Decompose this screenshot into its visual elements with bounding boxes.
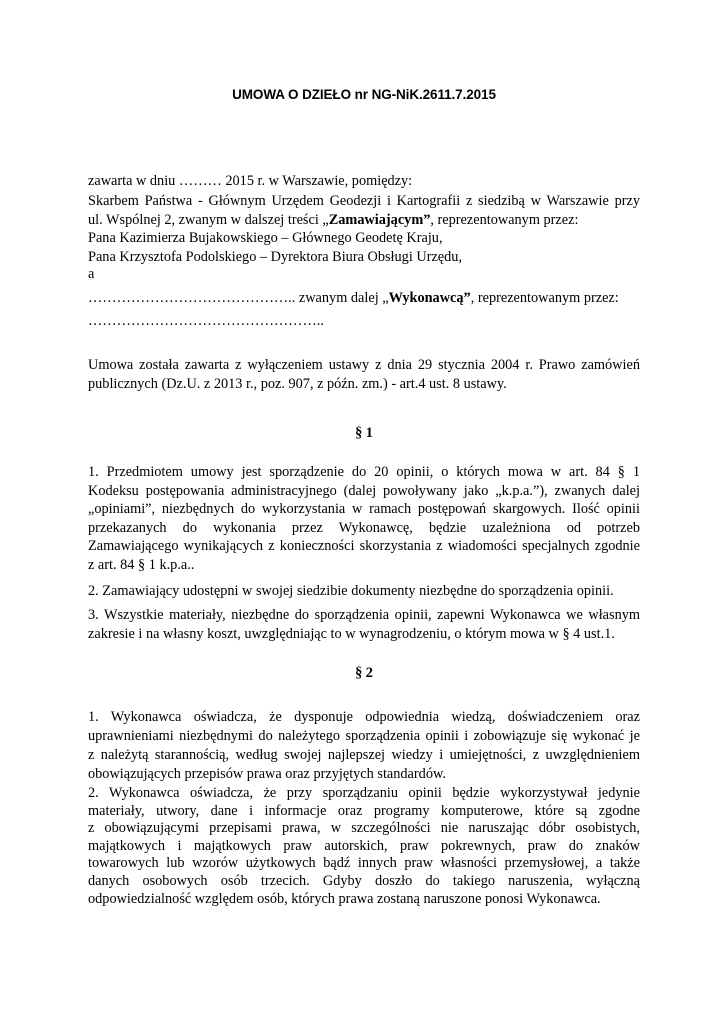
s1-p1-line-6: z art. 84 § 1 k.p.a.. (88, 556, 195, 573)
section-1-paragraph-2 (88, 582, 640, 601)
and-line (88, 265, 640, 284)
s1-p1-line-4: przekazanych do wykonania przez Wykonawcę, będzie uzależniona od potrzeb (88, 519, 640, 536)
s2-p1-line-4: obowiązujących przepisów prawa oraz przyjętych standardów. (88, 766, 446, 782)
s1-p1-line-2: Kodeksu postępowania administracyjnego (dalej powoływany jako „k.p.a.”), zwanych dalej (88, 482, 640, 499)
party1-line-4: Pana Krzysztofa Podolskiego – Dyrektora Biura Obsługi Urzędu, (88, 248, 463, 265)
party2-line-2: ………………………………………….. (88, 312, 324, 329)
exclusion-line-1: Umowa została zawarta z wyłączeniem ustawy z dnia 29 stycznia 2004 r. Prawo zamówień (88, 357, 640, 373)
exclusion-line-2: publicznych (Dz.U. z 2013 r., poz. 907, z późn. zm.) - art.4 ust. 8 ustawy. (88, 375, 507, 392)
and-word: a (88, 266, 95, 282)
party1-block (88, 192, 640, 266)
s1-p2-line-1: 2. Zamawiający udostępni w swojej siedzibie dokumenty niezbędne do sporządzenia opinii. (88, 583, 614, 599)
s1-p3-line-1: 3. Wszystkie materiały, niezbędne do sporządzenia opinii, zapewni Wykonawca we własnym (88, 607, 640, 623)
party2-line-1-pre: …………………………………….. zwanym dalej „ (88, 290, 389, 306)
intro-line (88, 172, 640, 191)
party1-line-2-post: , reprezentowanym przez: (430, 211, 579, 228)
s1-p1-line-3: „opiniami”, niezbędnych do wykorzystania w ramach postępowań skargowych. Ilość opinii (88, 501, 640, 518)
s1-p1-line-5: Zamawiającego wynikających z konieczności skorzystania z wiadomości specjalnych zgodnie (88, 538, 640, 555)
section-1-heading: § 1 (355, 425, 373, 441)
s2-p2-line-7: odpowiedzialność względem osób, których prawa zostaną naruszone ponosi Wykonawca. (88, 890, 601, 907)
s2-p1-line-2: uprawnieniami niezbędnymi do należytego sporządzenia opinii i zobowiązuje się wykonać je (88, 728, 640, 744)
party1-line-1: Skarbem Państwa - Głównym Urzędem Geodezji i Kartografii z siedzibą w Warszawie przy (88, 193, 640, 209)
s2-p2-line-2: materiały, utwory, dane i informacje oraz programy komputerowe, które są zgodne (88, 802, 640, 819)
section-1-paragraph-3 (88, 606, 640, 643)
s2-p1-line-1: 1. Wykonawca oświadcza, że dysponuje odpowiednia wiedzą, doświadczeniem oraz (88, 709, 640, 725)
party2-line-1 (88, 289, 640, 308)
party2-line-1-post: , reprezentowanym przez: (470, 290, 619, 306)
section-2-paragraph-2 (88, 785, 640, 908)
s2-p2-line-4: majątkowych i majątkowych praw autorskich, praw pokrewnych, praw do znaków (88, 837, 640, 854)
s2-p2-line-5: towarowych lub wzorów użytkowych bądź innych praw własności przemysłowej, a także (88, 855, 640, 872)
s2-p2-line-6: danych osobowych osób trzecich. Gdyby doszło do takiego naruszenia, wyłączną (88, 872, 640, 889)
document-title: UMOWA O DZIEŁO nr NG-NiK.2611.7.2015 (232, 87, 496, 102)
s1-p3-line-2: zakresie i na własny koszt, uwzględniając to w wynagrodzeniu, o którym mowa w § 4 ust.1. (88, 625, 615, 642)
wykonawca-term: Wykonawcą” (388, 290, 471, 306)
s1-p1-line-1: 1. Przedmiotem umowy jest sporządzenie do 20 opinii, o których mowa w art. 84 § 1 (88, 464, 640, 480)
party1-line-3: Pana Kazimierza Bujakowskiego – Głównego Geodetę Kraju, (88, 230, 443, 246)
party1-line-2-pre: ul. Wspólnej 2, zwanym w dalszej treści „ (88, 211, 329, 228)
zamawiajacy-term: Zamawiającym” (328, 211, 431, 228)
section-2-paragraph-1 (88, 708, 640, 784)
section-1-paragraph-1 (88, 463, 640, 575)
s2-p1-line-3: z należytą starannością, według swojej najlepszej wiedzy i umiejętności, z uwzględnieniem (88, 747, 640, 763)
intro-text: zawarta w dniu ……… 2015 r. w Warszawie, pomiędzy: (88, 173, 413, 189)
s2-p2-line-3: z obowiązującymi przepisami prawa, w szczególności nie naruszając dóbr osobistych, (88, 820, 640, 837)
party1-line-2 (88, 211, 640, 230)
s2-p2-line-1: 2. Wykonawca oświadcza, że przy sporządzaniu opinii będzie wykorzystywał jedynie (88, 785, 640, 801)
exclusion-paragraph (88, 356, 640, 393)
party2-block (88, 289, 640, 330)
section-2-heading: § 2 (355, 665, 373, 681)
